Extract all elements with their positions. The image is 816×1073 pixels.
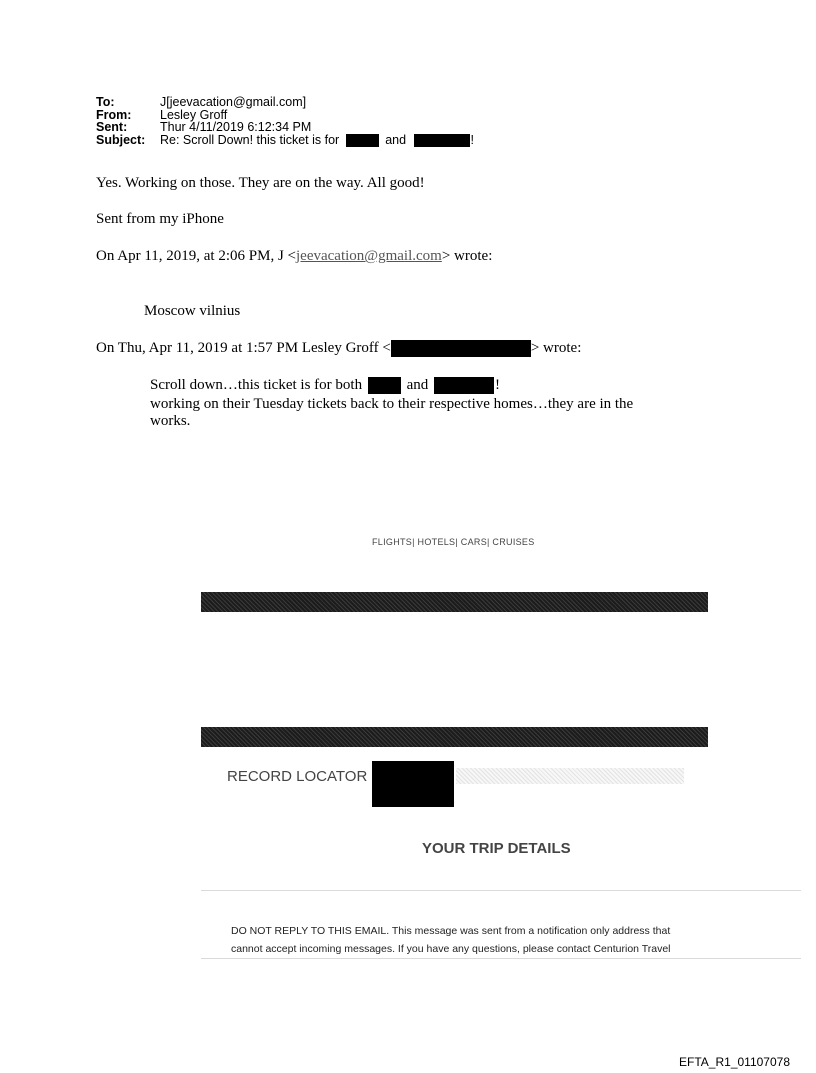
divider-top (201, 890, 801, 891)
subject-row (96, 134, 474, 147)
from-label: From: (96, 107, 132, 122)
quote2-intro-prefix: On Thu, Apr 11, 2019 at 1:57 PM Lesley Groff < (96, 340, 391, 356)
quote2-line1-end: ! (495, 377, 500, 393)
subject-end: ! (470, 132, 475, 147)
quote2-intro-suffix: > wrote: (530, 340, 582, 356)
record-locator-shaded-strip (456, 768, 684, 784)
to-value: J[jeevacation@gmail.com] (160, 95, 307, 109)
quote2-line3: works. (150, 413, 191, 429)
quote1-intro-prefix: On Apr 11, 2019, at 2:06 PM, J < (96, 248, 296, 264)
quote1-email-link[interactable]: jeevacation@gmail.com (296, 248, 442, 264)
quote2-line2: working on their Tuesday tickets back to their respective homes…they are in the (150, 396, 634, 412)
sent-label: Sent: (96, 120, 128, 134)
sent-value: Thur 4/11/2019 6:12:34 PM (160, 120, 312, 134)
quote1-intro-suffix: > wrote: (441, 248, 493, 264)
reply-signature: Sent from my iPhone (96, 211, 224, 227)
travel-nav-links[interactable]: FLIGHTS| HOTELS| CARS| CRUISES (372, 537, 535, 547)
redaction-box (372, 761, 454, 807)
email-header (96, 96, 474, 147)
quote2-line1-and: and (406, 377, 429, 393)
document-id: EFTA_R1_01107078 (679, 1055, 790, 1069)
notice-line2: cannot accept incoming messages. If you have any questions, please contact Centurion Travel (231, 943, 671, 955)
quote2-line1 (150, 377, 500, 394)
record-locator-label: RECORD LOCATOR (227, 768, 368, 785)
quote1-body: Moscow vilnius (144, 303, 241, 319)
to-label: To: (96, 95, 115, 109)
redaction-box (391, 340, 531, 357)
subject-and: and (385, 132, 407, 147)
redaction-bar-bottom (201, 727, 708, 747)
from-value: Lesley Groff (160, 107, 228, 122)
reply-body: Yes. Working on those. They are on the way. All good! (96, 175, 425, 191)
subject-value (160, 134, 474, 147)
redaction-box (368, 377, 401, 394)
notice-line1: DO NOT REPLY TO THIS EMAIL. This message was sent from a notification only address that (231, 925, 671, 937)
quote1-intro (96, 248, 492, 265)
trip-details-title: YOUR TRIP DETAILS (422, 840, 571, 857)
subject-label: Subject: (96, 132, 146, 147)
redaction-box (346, 134, 379, 147)
no-reply-notice (231, 922, 671, 958)
subject-prefix: Re: Scroll Down! this ticket is for (160, 132, 340, 147)
quote2-intro (96, 340, 581, 357)
redaction-box (414, 134, 470, 147)
divider-bottom (201, 958, 801, 959)
redaction-bar-top (201, 592, 708, 612)
to-row (96, 96, 474, 109)
quote2-line1-prefix: Scroll down…this ticket is for both (150, 377, 363, 393)
redaction-box (434, 377, 494, 394)
